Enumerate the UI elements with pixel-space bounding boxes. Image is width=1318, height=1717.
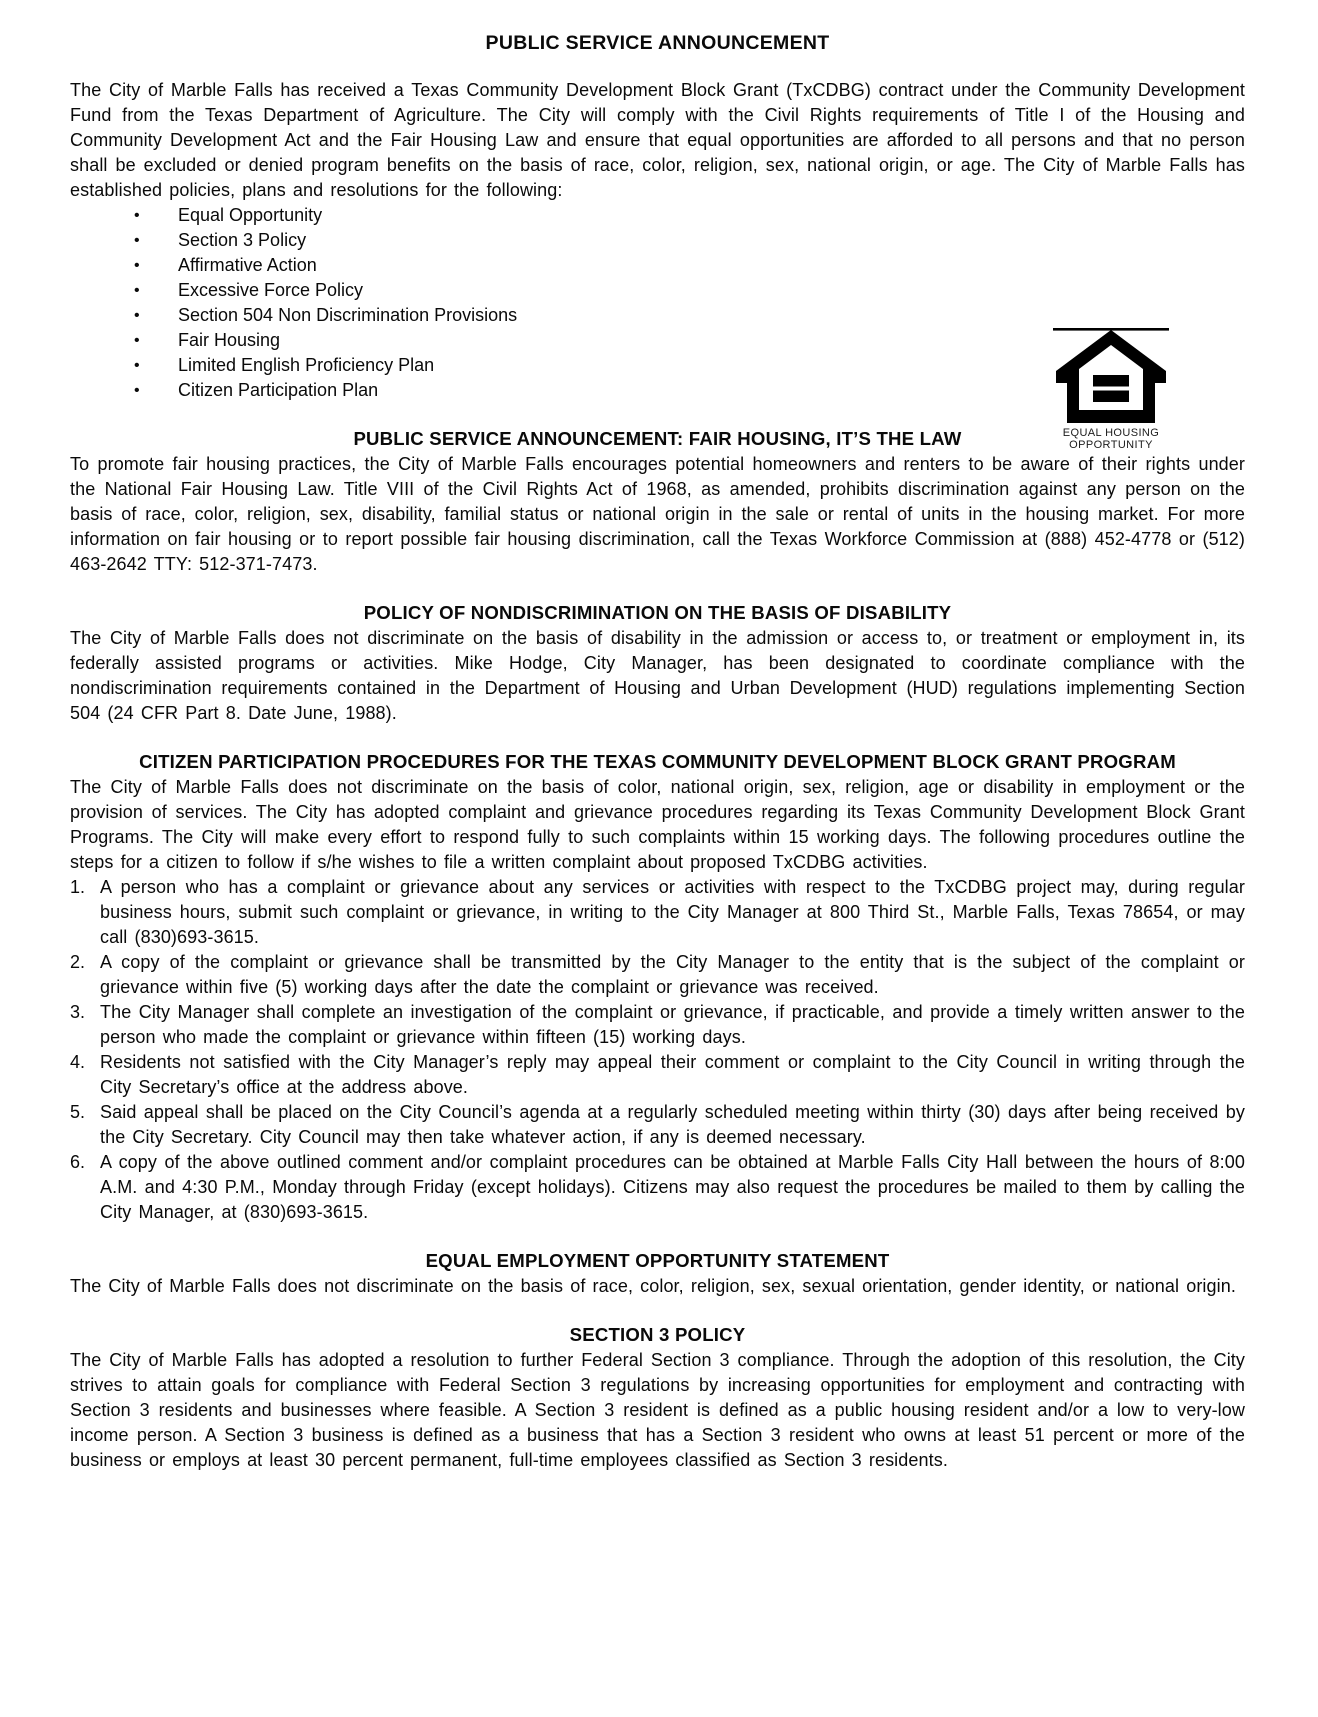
bullet-icon: •: [134, 382, 140, 399]
item-number: 5.: [70, 1102, 86, 1122]
bullet-icon: •: [134, 257, 140, 274]
item-number: 6.: [70, 1152, 86, 1172]
numbered-item: [70, 1100, 1245, 1150]
citizen-participation-paragraph: The City of Marble Falls does not discriminate on the basis of color, national origin, sex, religion, age or disability in employment or the provision of services. The City has adopted complaint and grievance procedures regarding its Texas Community Development Block Grant Programs. The City will make every effort to respond fully to such complaints within 15 working days. The following procedures outline the steps for a citizen to follow if s/he wishes to file a written complaint about proposed TxCDBG activities.: [70, 777, 1245, 872]
section-heading-fair-housing: PUBLIC SERVICE ANNOUNCEMENT: FAIR HOUSING, IT’S THE LAW: [353, 428, 962, 449]
bullet-icon: •: [134, 282, 140, 299]
section3-paragraph: The City of Marble Falls has adopted a resolution to further Federal Section 3 compliance. Through the adoption of this resolution, the City strives to attain goals for compliance with Federal Section 3 regulations by increasing opportunities for employment and contracting with Section 3 residents and businesses where feasible. A Section 3 resident is defined as a public housing resident and/or a low to very-low income person. A Section 3 business is defined as a business that has a Section 3 resident who owns at least 51 percent or more of the business or employs at least 30 percent permanent, full-time employees classified as Section 3 residents.: [70, 1350, 1245, 1470]
eeo-paragraph: The City of Marble Falls does not discriminate on the basis of race, color, religion, sex, sexual orientation, gender identity, or national origin.: [70, 1276, 1236, 1296]
item-text: A person who has a complaint or grievance about any services or activities with respect to the TxCDBG project may, during regular business hours, submit such complaint or grievance, in writing to the City Manager at 800 Third St., Marble Falls, Texas 78654, or may call (830)693-3615.: [100, 877, 1245, 947]
list-item: [70, 253, 1245, 278]
section-heading-citizen-participation: CITIZEN PARTICIPATION PROCEDURES FOR THE TEXAS COMMUNITY DEVELOPMENT BLOCK GRANT PROGRAM: [139, 751, 1176, 772]
bullet-label: Affirmative Action: [178, 255, 317, 275]
bullet-label: Fair Housing: [178, 330, 281, 350]
bullet-icon: •: [134, 332, 140, 349]
equal-housing-label-line2: OPPORTUNITY: [1069, 438, 1153, 451]
bullet-icon: •: [134, 307, 140, 324]
equal-housing-opportunity-logo: [1052, 328, 1170, 451]
equal-housing-label-line1: EQUAL HOUSING: [1062, 427, 1160, 439]
section-heading-section3: SECTION 3 POLICY: [569, 1324, 746, 1345]
list-item: [70, 203, 1245, 228]
numbered-item: [70, 875, 1245, 950]
numbered-item: [70, 1000, 1245, 1050]
bullet-label: Limited English Proficiency Plan: [178, 355, 435, 375]
nondiscrimination-paragraph: The City of Marble Falls does not discriminate on the basis of disability in the admission or access to, or treatment or employment in, its federally assisted programs or activities. Mike Hodge, City Manager, has been designated to coordinate compliance with the nondiscrimination requirements contained in the Department of Housing and Urban Development (HUD) regulations implementing Section 504 (24 CFR Part 8. Date June, 1988).: [70, 628, 1245, 723]
item-text: Residents not satisfied with the City Manager’s reply may appeal their comment or complaint to the City Council in writing through the City Secretary’s office at the address above.: [100, 1052, 1245, 1097]
bullet-icon: •: [134, 357, 140, 374]
fair-housing-paragraph: To promote fair housing practices, the City of Marble Falls encourages potential homeowners and renters to be aware of their rights under the National Fair Housing Law. Title VIII of the Civil Rights Act of 1968, as amended, prohibits discrimination against any person on the basis of race, color, religion, sex, disability, familial status or national origin in the sale or rental of units in the housing market. For more information on fair housing or to report possible fair housing discrimination, call the Texas Workforce Commission at (888) 452-4778 or (512) 463-2642 TTY: 512-371-7473.: [70, 454, 1245, 574]
equal-housing-house-icon: [1052, 328, 1170, 427]
bullet-label: Section 504 Non Discrimination Provisions: [178, 305, 518, 325]
section-heading-nondiscrimination: POLICY OF NONDISCRIMINATION ON THE BASIS OF DISABILITY: [363, 602, 952, 623]
page-title: PUBLIC SERVICE ANNOUNCEMENT: [485, 32, 830, 54]
list-item: [70, 278, 1245, 303]
section-heading-eeo: EQUAL EMPLOYMENT OPPORTUNITY STATEMENT: [425, 1250, 890, 1271]
item-text: A copy of the complaint or grievance shall be transmitted by the City Manager to the entity that is the subject of the complaint or grievance within five (5) working days after the date the complaint or grievance was received.: [100, 952, 1245, 997]
item-text: A copy of the above outlined comment and/or complaint procedures can be obtained at Marble Falls City Hall between the hours of 8:00 A.M. and 4:30 P.M., Monday through Friday (except holidays). Citizens may also request the procedures be mailed to them by calling the City Manager, at (830)693-3615.: [100, 1152, 1245, 1222]
bullet-label: Equal Opportunity: [178, 205, 323, 225]
bullet-label: Citizen Participation Plan: [178, 380, 379, 400]
bullet-label: Excessive Force Policy: [178, 280, 364, 300]
intro-paragraph: The City of Marble Falls has received a Texas Community Development Block Grant (TxCDBG) contract under the Community Development Fund from the Texas Department of Agriculture. The City will comply with the Civil Rights requirements of Title I of the Housing and Community Development Act and the Fair Housing Law and ensure that equal opportunities are afforded to all persons and that no person shall be excluded or denied program benefits on the basis of race, color, religion, sex, national origin, or age. The City of Marble Falls has established policies, plans and resolutions for the following:: [70, 80, 1245, 200]
item-text: The City Manager shall complete an investigation of the complaint or grievance, if practicable, and provide a timely written answer to the person who made the complaint or grievance within fifteen (15) working days.: [100, 1002, 1245, 1047]
bullet-label: Section 3 Policy: [178, 230, 307, 250]
bullet-icon: •: [134, 232, 140, 249]
item-number: 1.: [70, 877, 86, 897]
list-item: [70, 228, 1245, 253]
numbered-item: [70, 950, 1245, 1000]
item-number: 3.: [70, 1002, 86, 1022]
numbered-item: [70, 1050, 1245, 1100]
numbered-item: [70, 1150, 1245, 1225]
item-number: 2.: [70, 952, 86, 972]
complaint-procedure-list: [70, 875, 1245, 1225]
item-text: Said appeal shall be placed on the City Council’s agenda at a regularly scheduled meeting within thirty (30) days after being received by the City Secretary. City Council may then take whatever action, if any is deemed necessary.: [100, 1102, 1245, 1147]
equal-housing-label: [1052, 428, 1170, 451]
bullet-icon: •: [134, 207, 140, 224]
item-number: 4.: [70, 1052, 86, 1072]
list-item: [70, 303, 1245, 328]
